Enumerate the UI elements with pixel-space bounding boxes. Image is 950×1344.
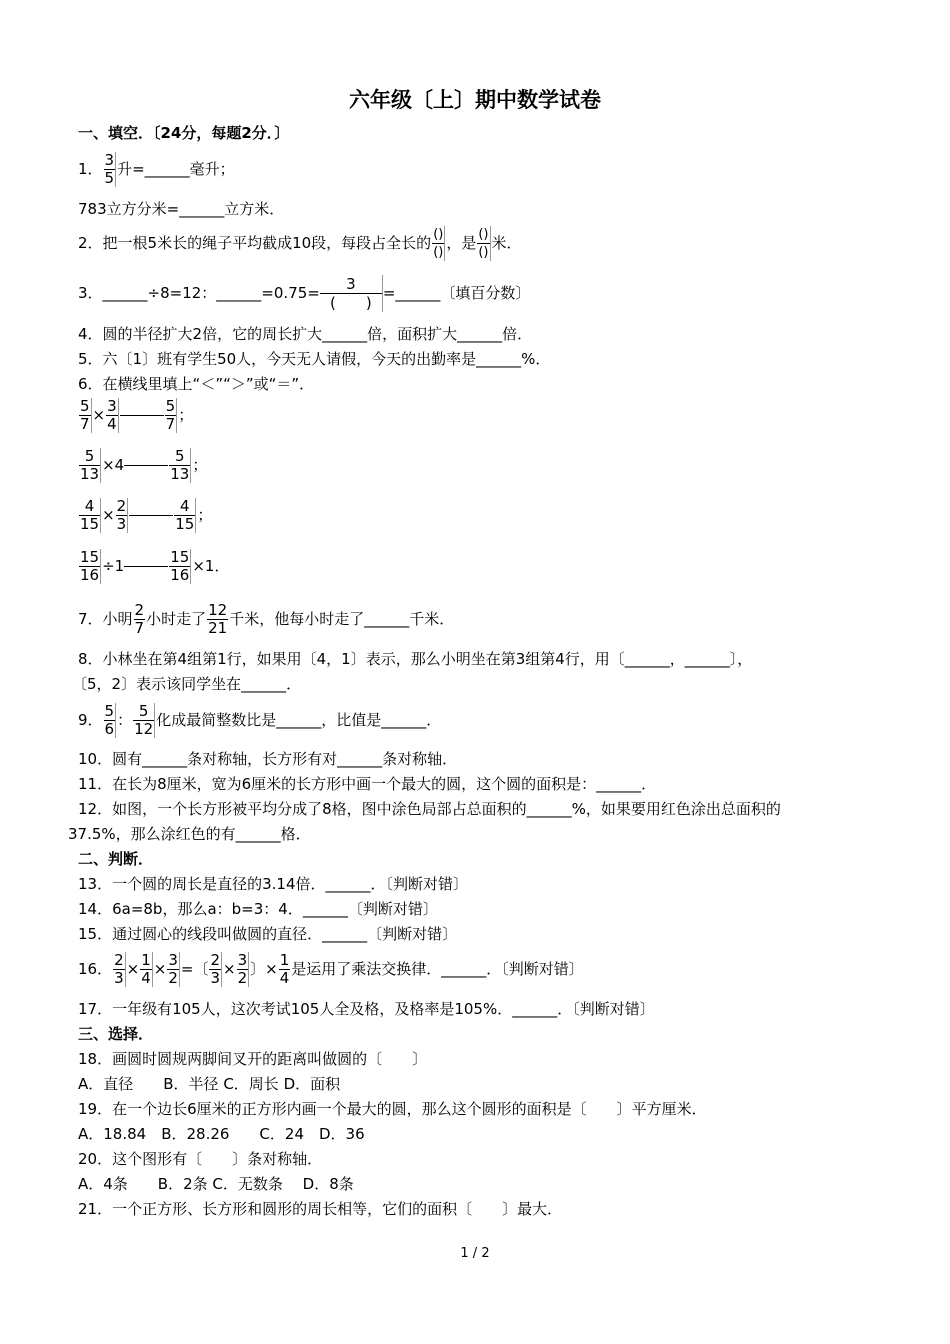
question-17: 17．一年级有105人，这次考试105人全及格，及格率是105%．______．〔判断对错〕: [78, 1000, 655, 1018]
question-19: 19．在一个边长6厘米的正方形内画一个最大的圆，那么这个圆形的面积是〔 〕平方厘米．: [78, 1100, 707, 1118]
page-number: 1 / 2: [460, 1246, 490, 1261]
question-19-options: A．18.84 B．28.26 C．24 D．36: [78, 1125, 365, 1143]
q7-fraction-b: [207, 602, 228, 637]
q2-mid: ，是: [446, 234, 477, 252]
q9-post: 化成最简整数比是______，比值是______．: [156, 711, 442, 729]
q9-fraction-a: [104, 703, 117, 738]
compare-blank: [129, 515, 173, 516]
q2-fraction-a: [432, 226, 445, 261]
question-4: 4．圆的半径扩大2倍，它的周长扩大______倍，面积扩大______倍．: [78, 325, 533, 343]
times-sign: ×: [126, 960, 140, 978]
compare-blank: [124, 566, 168, 567]
question-9: [78, 703, 441, 738]
question-12a: 12．如图，一个长方形被平均分成了8格，图中涂色局部占总面积的______%，如果要用红色涂出总面积的: [78, 800, 781, 818]
numerator: 12: [208, 601, 228, 619]
q16-fraction-5: $\frac{3}{2}$: [237, 951, 248, 987]
question-21: 21．一个正方形、长方形和圆形的周长相等，它们的面积〔 〕最大．: [78, 1200, 563, 1218]
fraction-4-15: $\frac{4}{15}$: [80, 497, 100, 533]
denominator: 12: [134, 720, 154, 738]
q16-fraction-2: $\frac{1}{4}$: [141, 951, 151, 987]
numerator: 2: [134, 601, 145, 619]
q16-fraction-1: $\frac{2}{3}$: [114, 951, 124, 987]
question-15: 15．通过圆心的线段叫做圆的直径．______〔判断对错〕: [78, 925, 458, 943]
numerator: (): [433, 227, 444, 242]
fraction-5-13: $\frac{5}{13}$: [80, 447, 100, 483]
fraction-3-4: $\frac{3}{4}$: [107, 397, 117, 433]
q7-post: 千米，他每小时走了______千米．: [229, 610, 455, 628]
q16-mid: =〔: [180, 960, 209, 978]
question-16: [78, 952, 584, 987]
q1a-fraction: [104, 152, 117, 187]
denominator: 6: [104, 720, 115, 738]
page-title: 六年级〔上〕期中数学试卷: [349, 88, 601, 112]
fraction-5-7: $\frac{5}{7}$: [165, 397, 176, 433]
section-true-false: 二、判断．: [78, 850, 154, 868]
question-18: 18．画圆时圆规两脚间叉开的距离叫做圆的〔 〕: [78, 1050, 428, 1068]
times-4: ×4: [102, 456, 125, 474]
denominator: 7: [134, 619, 145, 637]
question-7: [78, 602, 454, 637]
q6-row-2: [78, 448, 207, 483]
times-sign: ×: [92, 406, 106, 424]
q9-fraction-b: [133, 703, 155, 738]
row-end: ．: [214, 557, 230, 575]
question-10: 10．圆有______条对称轴，长方形有对______条对称轴．: [78, 750, 458, 768]
fraction-5-7: $\frac{5}{7}$: [80, 397, 90, 433]
q6-row-4: [78, 549, 229, 584]
q1a-post: 升=______毫升；: [117, 160, 235, 178]
q7-pre: 7．小明: [78, 610, 133, 628]
times-sign: ×: [102, 506, 115, 524]
compare-blank: [124, 465, 168, 466]
q16-post: 是运用了乘法交换律．______．〔判断对错〕: [291, 960, 584, 978]
denominator: ( ): [330, 294, 372, 312]
q16-pre: 16．: [78, 960, 113, 978]
q9-pre: 9．: [78, 711, 103, 729]
q16-fraction-6: $\frac{1}{4}$: [279, 951, 290, 987]
question-8a: 8．小林坐在第4组第1行，如果用〔4，1〕表示，那么小明坐在第3组第4行，用〔______，______〕，: [78, 650, 753, 668]
question-1b: 783立方分米=______立方米．: [78, 200, 285, 218]
fraction-4-15: $\frac{4}{15}$: [175, 497, 195, 533]
question-8b: 〔5，2〕表示该同学坐在______．: [72, 675, 302, 693]
question-11: 11．在长为8厘米，宽为6厘米的长方形中画一个最大的圆，这个圆的面积是：______．: [78, 775, 657, 793]
fraction-15-16: $\frac{15}{16}$: [80, 548, 100, 584]
question-14: 14．6a=8b，那么a：b=3：4．______〔判断对错〕: [78, 900, 438, 918]
question-20-options: A．4条 B．2条 C．无数条 D．8条: [78, 1175, 354, 1193]
numerator: (): [478, 227, 489, 242]
question-6: 6．在横线里填上“＜”“＞”或“＝”．: [78, 375, 315, 393]
q3-post: =______〔填百分数〕: [382, 284, 531, 302]
numerator: 5: [104, 702, 115, 720]
divide-1: ÷1: [102, 557, 125, 575]
compare-blank: [120, 415, 164, 416]
question-13: 13．一个圆的周长是直径的3.14倍．______．〔判断对错〕: [78, 875, 468, 893]
times-sign: ×: [223, 960, 236, 978]
numerator: 5: [133, 703, 154, 721]
denominator: 5: [104, 169, 115, 187]
q16-end: 〕×: [250, 960, 278, 978]
question-12b: 37.5%，那么涂红色的有______格．: [68, 825, 311, 843]
q3-fraction: [320, 275, 383, 312]
question-18-options: A．直径 B．半径 C．周长 D．面积: [78, 1075, 341, 1093]
fraction-5-13: $\frac{5}{13}$: [170, 447, 190, 483]
q2-pre: 2．把一根5米长的绳子平均截成10段，每段占全长的: [78, 234, 432, 252]
question-20: 20．这个图形有〔 〕条对称轴．: [78, 1150, 323, 1168]
numerator: 3: [104, 151, 115, 169]
question-5: 5．六〔1〕班有学生50人，今天无人请假，今天的出勤率是______%．: [78, 350, 551, 368]
row-end: ；: [197, 506, 213, 524]
denominator: 21: [208, 619, 228, 637]
q2-post: 米．: [491, 234, 522, 252]
row-end: ；: [178, 406, 194, 424]
q7-fraction-a: [134, 602, 146, 637]
denominator: (): [433, 245, 444, 260]
times-1: ×1: [192, 557, 215, 575]
q2-fraction-b: [477, 226, 490, 261]
q3-pre: 3．______÷8=12：______=0.75=: [78, 284, 320, 302]
fraction-15-16: $\frac{15}{16}$: [170, 548, 190, 584]
question-2: [78, 226, 522, 261]
fraction-2-3: $\frac{2}{3}$: [116, 497, 127, 533]
times-sign: ×: [153, 960, 167, 978]
q7-mid: 小时走了: [146, 610, 207, 628]
row-end: ；: [192, 456, 208, 474]
q16-fraction-3: $\frac{3}{2}$: [168, 951, 178, 987]
section-fill-blank: 一、填空．〔24分，每题2分．〕: [78, 124, 290, 142]
question-1a: [78, 152, 235, 187]
q9-colon: ：: [117, 711, 133, 729]
section-choice: 三、选择．: [78, 1025, 154, 1043]
q6-row-1: [78, 398, 193, 433]
numerator: 3: [320, 275, 382, 294]
question-3: [78, 275, 530, 312]
denominator: (): [478, 245, 489, 260]
q6-row-3: [78, 498, 212, 533]
q16-fraction-4: $\frac{2}{3}$: [210, 951, 221, 987]
q1a-pre: 1．: [78, 160, 103, 178]
